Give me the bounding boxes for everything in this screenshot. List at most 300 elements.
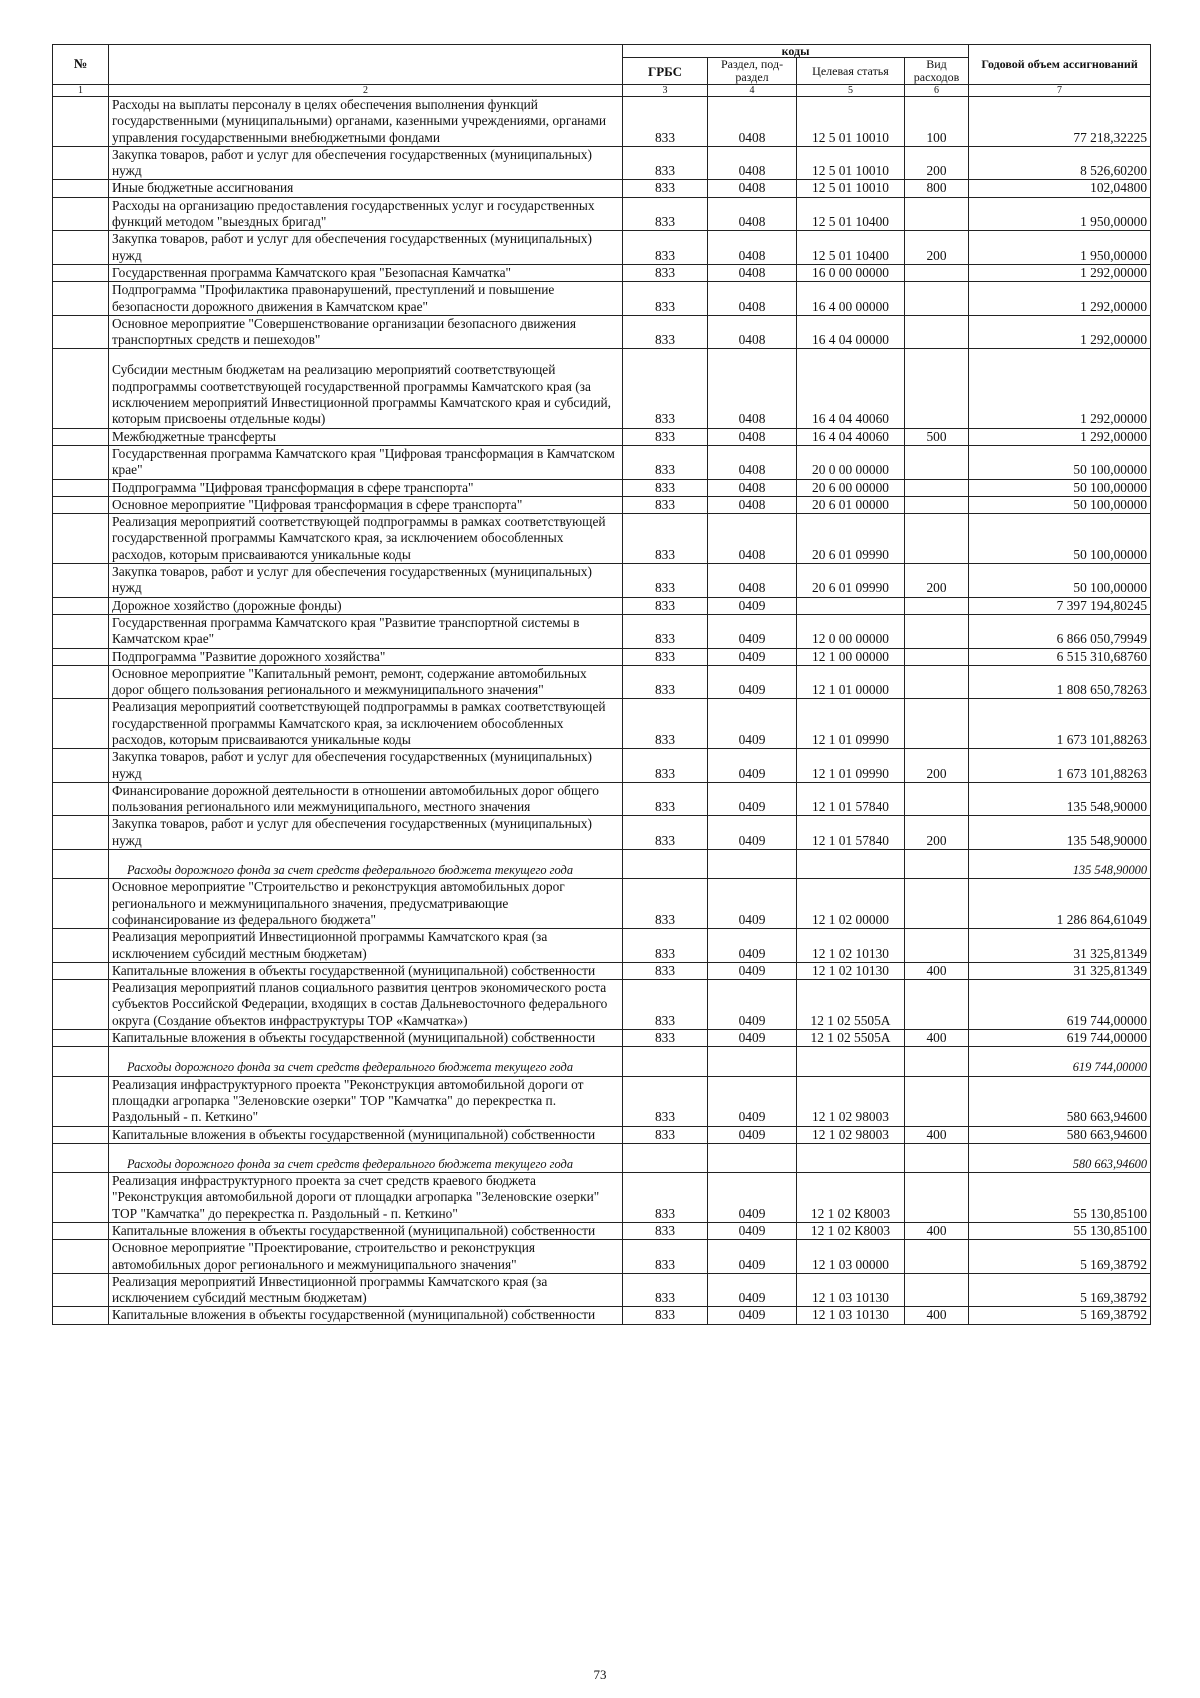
row-amount-cell: 1 286 864,61049 (969, 879, 1151, 929)
row-number-cell (53, 1223, 109, 1240)
row-number-cell (53, 1126, 109, 1143)
row-section-cell: 0408 (708, 282, 797, 316)
row-number-cell (53, 614, 109, 648)
row-section-cell: 0409 (708, 1240, 797, 1274)
row-section-cell: 0409 (708, 1223, 797, 1240)
row-grbs-cell: 833 (623, 648, 708, 665)
table-row (53, 850, 1151, 879)
row-name-cell: Расходы дорожного фонда за счет средств федерального бюджета текущего года (109, 850, 623, 879)
row-amount-cell: 77 218,32225 (969, 97, 1151, 147)
row-grbs-cell: 833 (623, 1126, 708, 1143)
row-name-cell: Межбюджетные трансферты (109, 428, 623, 445)
row-amount-cell: 50 100,00000 (969, 496, 1151, 513)
table-row (53, 445, 1151, 479)
table-row (53, 980, 1151, 1030)
table-row (53, 1143, 1151, 1172)
row-amount-cell: 55 130,85100 (969, 1223, 1151, 1240)
row-number-cell (53, 97, 109, 147)
row-expense-type-cell (905, 1240, 969, 1274)
row-number-cell (53, 496, 109, 513)
row-target-cell: 12 1 01 00000 (797, 665, 905, 699)
row-number-cell (53, 1307, 109, 1324)
table-row (53, 1273, 1151, 1307)
row-grbs-cell: 833 (623, 496, 708, 513)
row-expense-type-cell (905, 597, 969, 614)
row-grbs-cell: 833 (623, 597, 708, 614)
row-number-cell (53, 315, 109, 349)
row-target-cell: 12 0 00 00000 (797, 614, 905, 648)
row-grbs-cell (623, 850, 708, 879)
row-target-cell: 12 1 03 10130 (797, 1307, 905, 1324)
table-row (53, 749, 1151, 783)
table-header (53, 45, 1151, 97)
row-section-cell: 0408 (708, 264, 797, 281)
row-name-cell: Реализация инфраструктурного проекта "Реконструкция автомобильной дороги от площадки агропарка "Зеленовские озерки" ТОР "Камчатка" до перекрестка п. Раздольный - п. Кеткино" (109, 1076, 623, 1126)
row-expense-type-cell (905, 479, 969, 496)
row-expense-type-cell: 500 (905, 428, 969, 445)
row-amount-cell: 50 100,00000 (969, 564, 1151, 598)
row-amount-cell: 31 325,81349 (969, 962, 1151, 979)
row-target-cell (797, 850, 905, 879)
row-expense-type-cell (905, 1273, 969, 1307)
row-name-cell: Закупка товаров, работ и услуг для обеспечения государственных (муниципальных) нужд (109, 749, 623, 783)
row-expense-type-cell (905, 614, 969, 648)
row-expense-type-cell: 400 (905, 1223, 969, 1240)
row-amount-cell: 50 100,00000 (969, 479, 1151, 496)
row-section-cell: 0408 (708, 97, 797, 147)
row-target-cell: 12 1 01 09990 (797, 749, 905, 783)
table-row (53, 1173, 1151, 1223)
row-grbs-cell: 833 (623, 180, 708, 197)
row-section-cell: 0408 (708, 496, 797, 513)
row-target-cell: 12 1 02 5505А (797, 1030, 905, 1047)
row-amount-cell: 6 866 050,79949 (969, 614, 1151, 648)
row-target-cell (797, 1047, 905, 1076)
header-name (109, 45, 623, 85)
row-number-cell (53, 980, 109, 1030)
row-section-cell: 0409 (708, 962, 797, 979)
row-target-cell: 16 4 04 40060 (797, 349, 905, 428)
row-target-cell: 12 1 02 10130 (797, 929, 905, 963)
row-amount-cell: 50 100,00000 (969, 445, 1151, 479)
row-grbs-cell: 833 (623, 879, 708, 929)
row-grbs-cell: 833 (623, 782, 708, 816)
row-target-cell: 12 5 01 10400 (797, 231, 905, 265)
table-row (53, 614, 1151, 648)
row-number-cell (53, 929, 109, 963)
header-colnum: 2 (109, 85, 623, 97)
table-row (53, 514, 1151, 564)
row-grbs-cell: 833 (623, 929, 708, 963)
row-number-cell (53, 197, 109, 231)
row-expense-type-cell: 400 (905, 1307, 969, 1324)
row-amount-cell: 5 169,38792 (969, 1240, 1151, 1274)
table-row (53, 597, 1151, 614)
row-target-cell: 12 5 01 10400 (797, 197, 905, 231)
row-expense-type-cell (905, 197, 969, 231)
row-target-cell: 12 1 03 10130 (797, 1273, 905, 1307)
row-section-cell: 0408 (708, 514, 797, 564)
table-row (53, 699, 1151, 749)
row-section-cell: 0409 (708, 879, 797, 929)
row-target-cell: 12 1 00 00000 (797, 648, 905, 665)
row-grbs-cell: 833 (623, 962, 708, 979)
row-expense-type-cell (905, 349, 969, 428)
table-row (53, 1030, 1151, 1047)
row-section-cell: 0408 (708, 349, 797, 428)
row-section-cell: 0408 (708, 146, 797, 180)
row-section-cell: 0409 (708, 665, 797, 699)
page-number: 73 (593, 1667, 607, 1682)
row-name-cell: Подпрограмма "Развитие дорожного хозяйства" (109, 648, 623, 665)
table-row (53, 962, 1151, 979)
row-target-cell (797, 597, 905, 614)
table-row (53, 496, 1151, 513)
table-row (53, 282, 1151, 316)
row-grbs-cell: 833 (623, 1307, 708, 1324)
row-grbs-cell: 833 (623, 514, 708, 564)
row-expense-type-cell: 400 (905, 962, 969, 979)
row-section-cell: 0409 (708, 1307, 797, 1324)
row-target-cell: 12 5 01 10010 (797, 97, 905, 147)
row-amount-cell: 1 673 101,88263 (969, 699, 1151, 749)
row-number-cell (53, 514, 109, 564)
header-target: Целевая статья (797, 58, 905, 85)
row-name-cell: Реализация мероприятий соответствующей подпрограммы в рамках соответствующей государственной программы Камчатского края, за исключением обособленных расходов, которым присваиваются уникальные коды (109, 514, 623, 564)
header-colnum: 1 (53, 85, 109, 97)
row-grbs-cell: 833 (623, 146, 708, 180)
row-number-cell (53, 428, 109, 445)
row-grbs-cell: 833 (623, 1223, 708, 1240)
row-amount-cell: 7 397 194,80245 (969, 597, 1151, 614)
row-amount-cell: 5 169,38792 (969, 1307, 1151, 1324)
row-expense-type-cell: 200 (905, 146, 969, 180)
row-amount-cell: 580 663,94600 (969, 1076, 1151, 1126)
row-number-cell (53, 1047, 109, 1076)
header-colnum: 4 (708, 85, 797, 97)
row-section-cell: 0408 (708, 428, 797, 445)
row-name-cell: Государственная программа Камчатского края "Развитие транспортной системы в Камчатском крае" (109, 614, 623, 648)
row-number-cell (53, 699, 109, 749)
row-amount-cell: 1 950,00000 (969, 197, 1151, 231)
table-row (53, 1307, 1151, 1324)
row-target-cell: 12 1 01 09990 (797, 699, 905, 749)
row-number-cell (53, 1076, 109, 1126)
row-section-cell: 0408 (708, 197, 797, 231)
table-row (53, 1240, 1151, 1274)
row-section-cell: 0408 (708, 180, 797, 197)
row-grbs-cell: 833 (623, 1240, 708, 1274)
table-row (53, 97, 1151, 147)
row-name-cell: Финансирование дорожной деятельности в отношении автомобильных дорог общего пользования регионального или межмуниципального, местного значения (109, 782, 623, 816)
row-expense-type-cell (905, 648, 969, 665)
row-section-cell (708, 1047, 797, 1076)
row-name-cell: Иные бюджетные ассигнования (109, 180, 623, 197)
row-amount-cell: 135 548,90000 (969, 816, 1151, 850)
table-row (53, 816, 1151, 850)
row-grbs-cell (623, 1143, 708, 1172)
table-row (53, 349, 1151, 428)
row-section-cell: 0409 (708, 597, 797, 614)
header-colnum: 3 (623, 85, 708, 97)
row-section-cell: 0408 (708, 564, 797, 598)
table-row (53, 315, 1151, 349)
row-expense-type-cell (905, 665, 969, 699)
row-section-cell (708, 850, 797, 879)
row-section-cell: 0409 (708, 1076, 797, 1126)
row-name-cell: Основное мероприятие "Капитальный ремонт, ремонт, содержание автомобильных дорог общего пользования регионального и межмуниципального значения" (109, 665, 623, 699)
row-expense-type-cell (905, 282, 969, 316)
row-expense-type-cell: 200 (905, 816, 969, 850)
row-target-cell (797, 1143, 905, 1172)
row-expense-type-cell (905, 496, 969, 513)
header-expense-type: Вид расходов (905, 58, 969, 85)
table-row (53, 1047, 1151, 1076)
table-row (53, 197, 1151, 231)
table-row (53, 180, 1151, 197)
row-grbs-cell: 833 (623, 349, 708, 428)
row-target-cell: 12 1 02 5505А (797, 980, 905, 1030)
row-name-cell: Субсидии местным бюджетам на реализацию мероприятий соответствующей подпрограммы соответствующей государственной программы Камчатского края (за исключением мероприятий Инвестиционной программы Камчатского края и субсидий, которым присвоены отдельные коды) (109, 349, 623, 428)
row-name-cell: Реализация мероприятий Инвестиционной программы Камчатского края (за исключением субсидий местным бюджетам) (109, 1273, 623, 1307)
row-section-cell: 0409 (708, 980, 797, 1030)
row-grbs-cell: 833 (623, 479, 708, 496)
row-name-cell: Расходы дорожного фонда за счет средств федерального бюджета текущего года (109, 1143, 623, 1172)
row-target-cell: 16 4 04 40060 (797, 428, 905, 445)
table-row (53, 428, 1151, 445)
row-grbs-cell: 833 (623, 816, 708, 850)
row-expense-type-cell: 800 (905, 180, 969, 197)
row-target-cell: 16 4 04 00000 (797, 315, 905, 349)
row-target-cell: 20 6 01 09990 (797, 564, 905, 598)
header-colnum: 7 (969, 85, 1151, 97)
row-grbs-cell: 833 (623, 445, 708, 479)
table-row (53, 479, 1151, 496)
row-number-cell (53, 1173, 109, 1223)
row-section-cell: 0409 (708, 614, 797, 648)
row-number-cell (53, 445, 109, 479)
row-name-cell: Капитальные вложения в объекты государственной (муниципальной) собственности (109, 1126, 623, 1143)
row-target-cell: 16 4 00 00000 (797, 282, 905, 316)
row-grbs-cell: 833 (623, 699, 708, 749)
row-name-cell: Реализация мероприятий соответствующей подпрограммы в рамках соответствующей государственной программы Камчатского края, за исключением обособленных расходов, которым присваиваются уникальные коды (109, 699, 623, 749)
row-number-cell (53, 879, 109, 929)
row-expense-type-cell: 400 (905, 1126, 969, 1143)
row-number-cell (53, 1143, 109, 1172)
row-expense-type-cell (905, 879, 969, 929)
row-amount-cell: 619 744,00000 (969, 1030, 1151, 1047)
row-grbs-cell: 833 (623, 231, 708, 265)
row-amount-cell: 1 292,00000 (969, 282, 1151, 316)
row-name-cell: Расходы на организацию предоставления государственных услуг и государственных функций методом "выездных бригад" (109, 197, 623, 231)
budget-table (52, 44, 1151, 1325)
row-number-cell (53, 1273, 109, 1307)
row-section-cell: 0408 (708, 445, 797, 479)
row-name-cell: Закупка товаров, работ и услуг для обеспечения государственных (муниципальных) нужд (109, 564, 623, 598)
row-amount-cell: 55 130,85100 (969, 1173, 1151, 1223)
table-row (53, 665, 1151, 699)
row-section-cell: 0409 (708, 782, 797, 816)
row-name-cell: Закупка товаров, работ и услуг для обеспечения государственных (муниципальных) нужд (109, 146, 623, 180)
header-grbs: ГРБС (623, 58, 708, 85)
row-amount-cell: 619 744,00000 (969, 980, 1151, 1030)
table-row (53, 929, 1151, 963)
row-expense-type-cell (905, 929, 969, 963)
row-expense-type-cell: 100 (905, 97, 969, 147)
row-amount-cell: 580 663,94600 (969, 1126, 1151, 1143)
row-name-cell: Основное мероприятие "Цифровая трансформация в сфере транспорта" (109, 496, 623, 513)
row-amount-cell: 619 744,00000 (969, 1047, 1151, 1076)
row-section-cell: 0409 (708, 699, 797, 749)
row-section-cell: 0409 (708, 749, 797, 783)
row-amount-cell: 5 169,38792 (969, 1273, 1151, 1307)
row-name-cell: Капитальные вложения в объекты государственной (муниципальной) собственности (109, 1223, 623, 1240)
row-target-cell: 12 1 01 57840 (797, 816, 905, 850)
row-grbs-cell: 833 (623, 197, 708, 231)
row-expense-type-cell (905, 1173, 969, 1223)
row-number-cell (53, 816, 109, 850)
row-grbs-cell: 833 (623, 1273, 708, 1307)
row-number-cell (53, 180, 109, 197)
row-amount-cell: 1 292,00000 (969, 315, 1151, 349)
row-section-cell: 0408 (708, 231, 797, 265)
row-amount-cell: 1 292,00000 (969, 428, 1151, 445)
row-grbs-cell: 833 (623, 282, 708, 316)
row-grbs-cell: 833 (623, 315, 708, 349)
row-target-cell: 12 1 03 00000 (797, 1240, 905, 1274)
row-target-cell: 12 5 01 10010 (797, 146, 905, 180)
row-number-cell (53, 282, 109, 316)
row-expense-type-cell (905, 850, 969, 879)
row-grbs-cell: 833 (623, 614, 708, 648)
row-number-cell (53, 146, 109, 180)
row-amount-cell: 1 950,00000 (969, 231, 1151, 265)
row-section-cell: 0409 (708, 648, 797, 665)
row-amount-cell: 6 515 310,68760 (969, 648, 1151, 665)
table-row (53, 1076, 1151, 1126)
row-target-cell: 12 1 02 98003 (797, 1126, 905, 1143)
row-target-cell: 12 1 02 К8003 (797, 1223, 905, 1240)
row-section-cell: 0409 (708, 1126, 797, 1143)
row-grbs-cell: 833 (623, 564, 708, 598)
row-name-cell: Подпрограмма "Профилактика правонарушений, преступлений и повышение безопасности дорожного движения в Камчатском крае" (109, 282, 623, 316)
row-expense-type-cell (905, 264, 969, 281)
row-number-cell (53, 264, 109, 281)
row-section-cell: 0408 (708, 479, 797, 496)
row-expense-type-cell: 200 (905, 564, 969, 598)
row-amount-cell: 102,04800 (969, 180, 1151, 197)
row-name-cell: Реализация мероприятий планов социального развития центров экономического роста субъектов Российской Федерации, входящих в состав Дальневосточного федерального округа (Создание объектов инфраструктуры ТОР «Камчатка») (109, 980, 623, 1030)
row-name-cell: Реализация мероприятий Инвестиционной программы Камчатского края (за исключением субсидий местным бюджетам) (109, 929, 623, 963)
header-colnum: 6 (905, 85, 969, 97)
row-target-cell: 20 6 01 00000 (797, 496, 905, 513)
row-target-cell: 12 1 02 98003 (797, 1076, 905, 1126)
header-codes: коды (623, 45, 969, 58)
table-row (53, 648, 1151, 665)
table-row (53, 879, 1151, 929)
row-name-cell: Государственная программа Камчатского края "Безопасная Камчатка" (109, 264, 623, 281)
row-number-cell (53, 749, 109, 783)
table-row (53, 782, 1151, 816)
table-row (53, 264, 1151, 281)
row-expense-type-cell (905, 699, 969, 749)
row-section-cell: 0409 (708, 929, 797, 963)
row-expense-type-cell (905, 315, 969, 349)
row-number-cell (53, 782, 109, 816)
row-expense-type-cell (905, 980, 969, 1030)
row-number-cell (53, 349, 109, 428)
row-amount-cell: 50 100,00000 (969, 514, 1151, 564)
row-grbs-cell (623, 1047, 708, 1076)
row-grbs-cell: 833 (623, 97, 708, 147)
row-expense-type-cell (905, 445, 969, 479)
table-row (53, 231, 1151, 265)
row-target-cell: 12 1 02 К8003 (797, 1173, 905, 1223)
row-name-cell: Капитальные вложения в объекты государственной (муниципальной) собственности (109, 962, 623, 979)
row-number-cell (53, 564, 109, 598)
row-target-cell: 20 6 00 00000 (797, 479, 905, 496)
row-target-cell: 12 5 01 10010 (797, 180, 905, 197)
row-amount-cell: 1 292,00000 (969, 349, 1151, 428)
row-expense-type-cell: 200 (905, 231, 969, 265)
row-grbs-cell: 833 (623, 980, 708, 1030)
row-name-cell: Государственная программа Камчатского края "Цифровая трансформация в Камчатском крае" (109, 445, 623, 479)
row-number-cell (53, 850, 109, 879)
row-name-cell: Основное мероприятие "Совершенствование организации безопасного движения транспортных средств и пешеходов" (109, 315, 623, 349)
row-number-cell (53, 231, 109, 265)
row-target-cell: 12 1 02 00000 (797, 879, 905, 929)
row-grbs-cell: 833 (623, 665, 708, 699)
row-name-cell: Капитальные вложения в объекты государственной (муниципальной) собственности (109, 1307, 623, 1324)
row-section-cell: 0408 (708, 315, 797, 349)
row-amount-cell: 1 808 650,78263 (969, 665, 1151, 699)
row-expense-type-cell: 200 (905, 749, 969, 783)
row-amount-cell: 8 526,60200 (969, 146, 1151, 180)
table-row (53, 1223, 1151, 1240)
row-number-cell (53, 597, 109, 614)
row-section-cell (708, 1143, 797, 1172)
row-target-cell: 12 1 01 57840 (797, 782, 905, 816)
row-grbs-cell: 833 (623, 749, 708, 783)
row-target-cell: 20 0 00 00000 (797, 445, 905, 479)
table-row (53, 146, 1151, 180)
table-body (53, 97, 1151, 1325)
row-number-cell (53, 1030, 109, 1047)
row-target-cell: 20 6 01 09990 (797, 514, 905, 564)
row-expense-type-cell (905, 1143, 969, 1172)
row-expense-type-cell (905, 514, 969, 564)
row-number-cell (53, 479, 109, 496)
table-row (53, 1126, 1151, 1143)
row-amount-cell: 31 325,81349 (969, 929, 1151, 963)
header-section: Раздел, под-раздел (708, 58, 797, 85)
row-grbs-cell: 833 (623, 428, 708, 445)
row-name-cell: Дорожное хозяйство (дорожные фонды) (109, 597, 623, 614)
row-grbs-cell: 833 (623, 1173, 708, 1223)
row-name-cell: Расходы дорожного фонда за счет средств федерального бюджета текущего года (109, 1047, 623, 1076)
row-expense-type-cell (905, 782, 969, 816)
row-section-cell: 0409 (708, 1273, 797, 1307)
row-grbs-cell: 833 (623, 1076, 708, 1126)
row-name-cell: Закупка товаров, работ и услуг для обеспечения государственных (муниципальных) нужд (109, 231, 623, 265)
row-number-cell (53, 962, 109, 979)
header-number: № (53, 45, 109, 85)
row-amount-cell: 580 663,94600 (969, 1143, 1151, 1172)
row-grbs-cell: 833 (623, 1030, 708, 1047)
row-number-cell (53, 648, 109, 665)
row-amount-cell: 135 548,90000 (969, 850, 1151, 879)
row-section-cell: 0409 (708, 1173, 797, 1223)
